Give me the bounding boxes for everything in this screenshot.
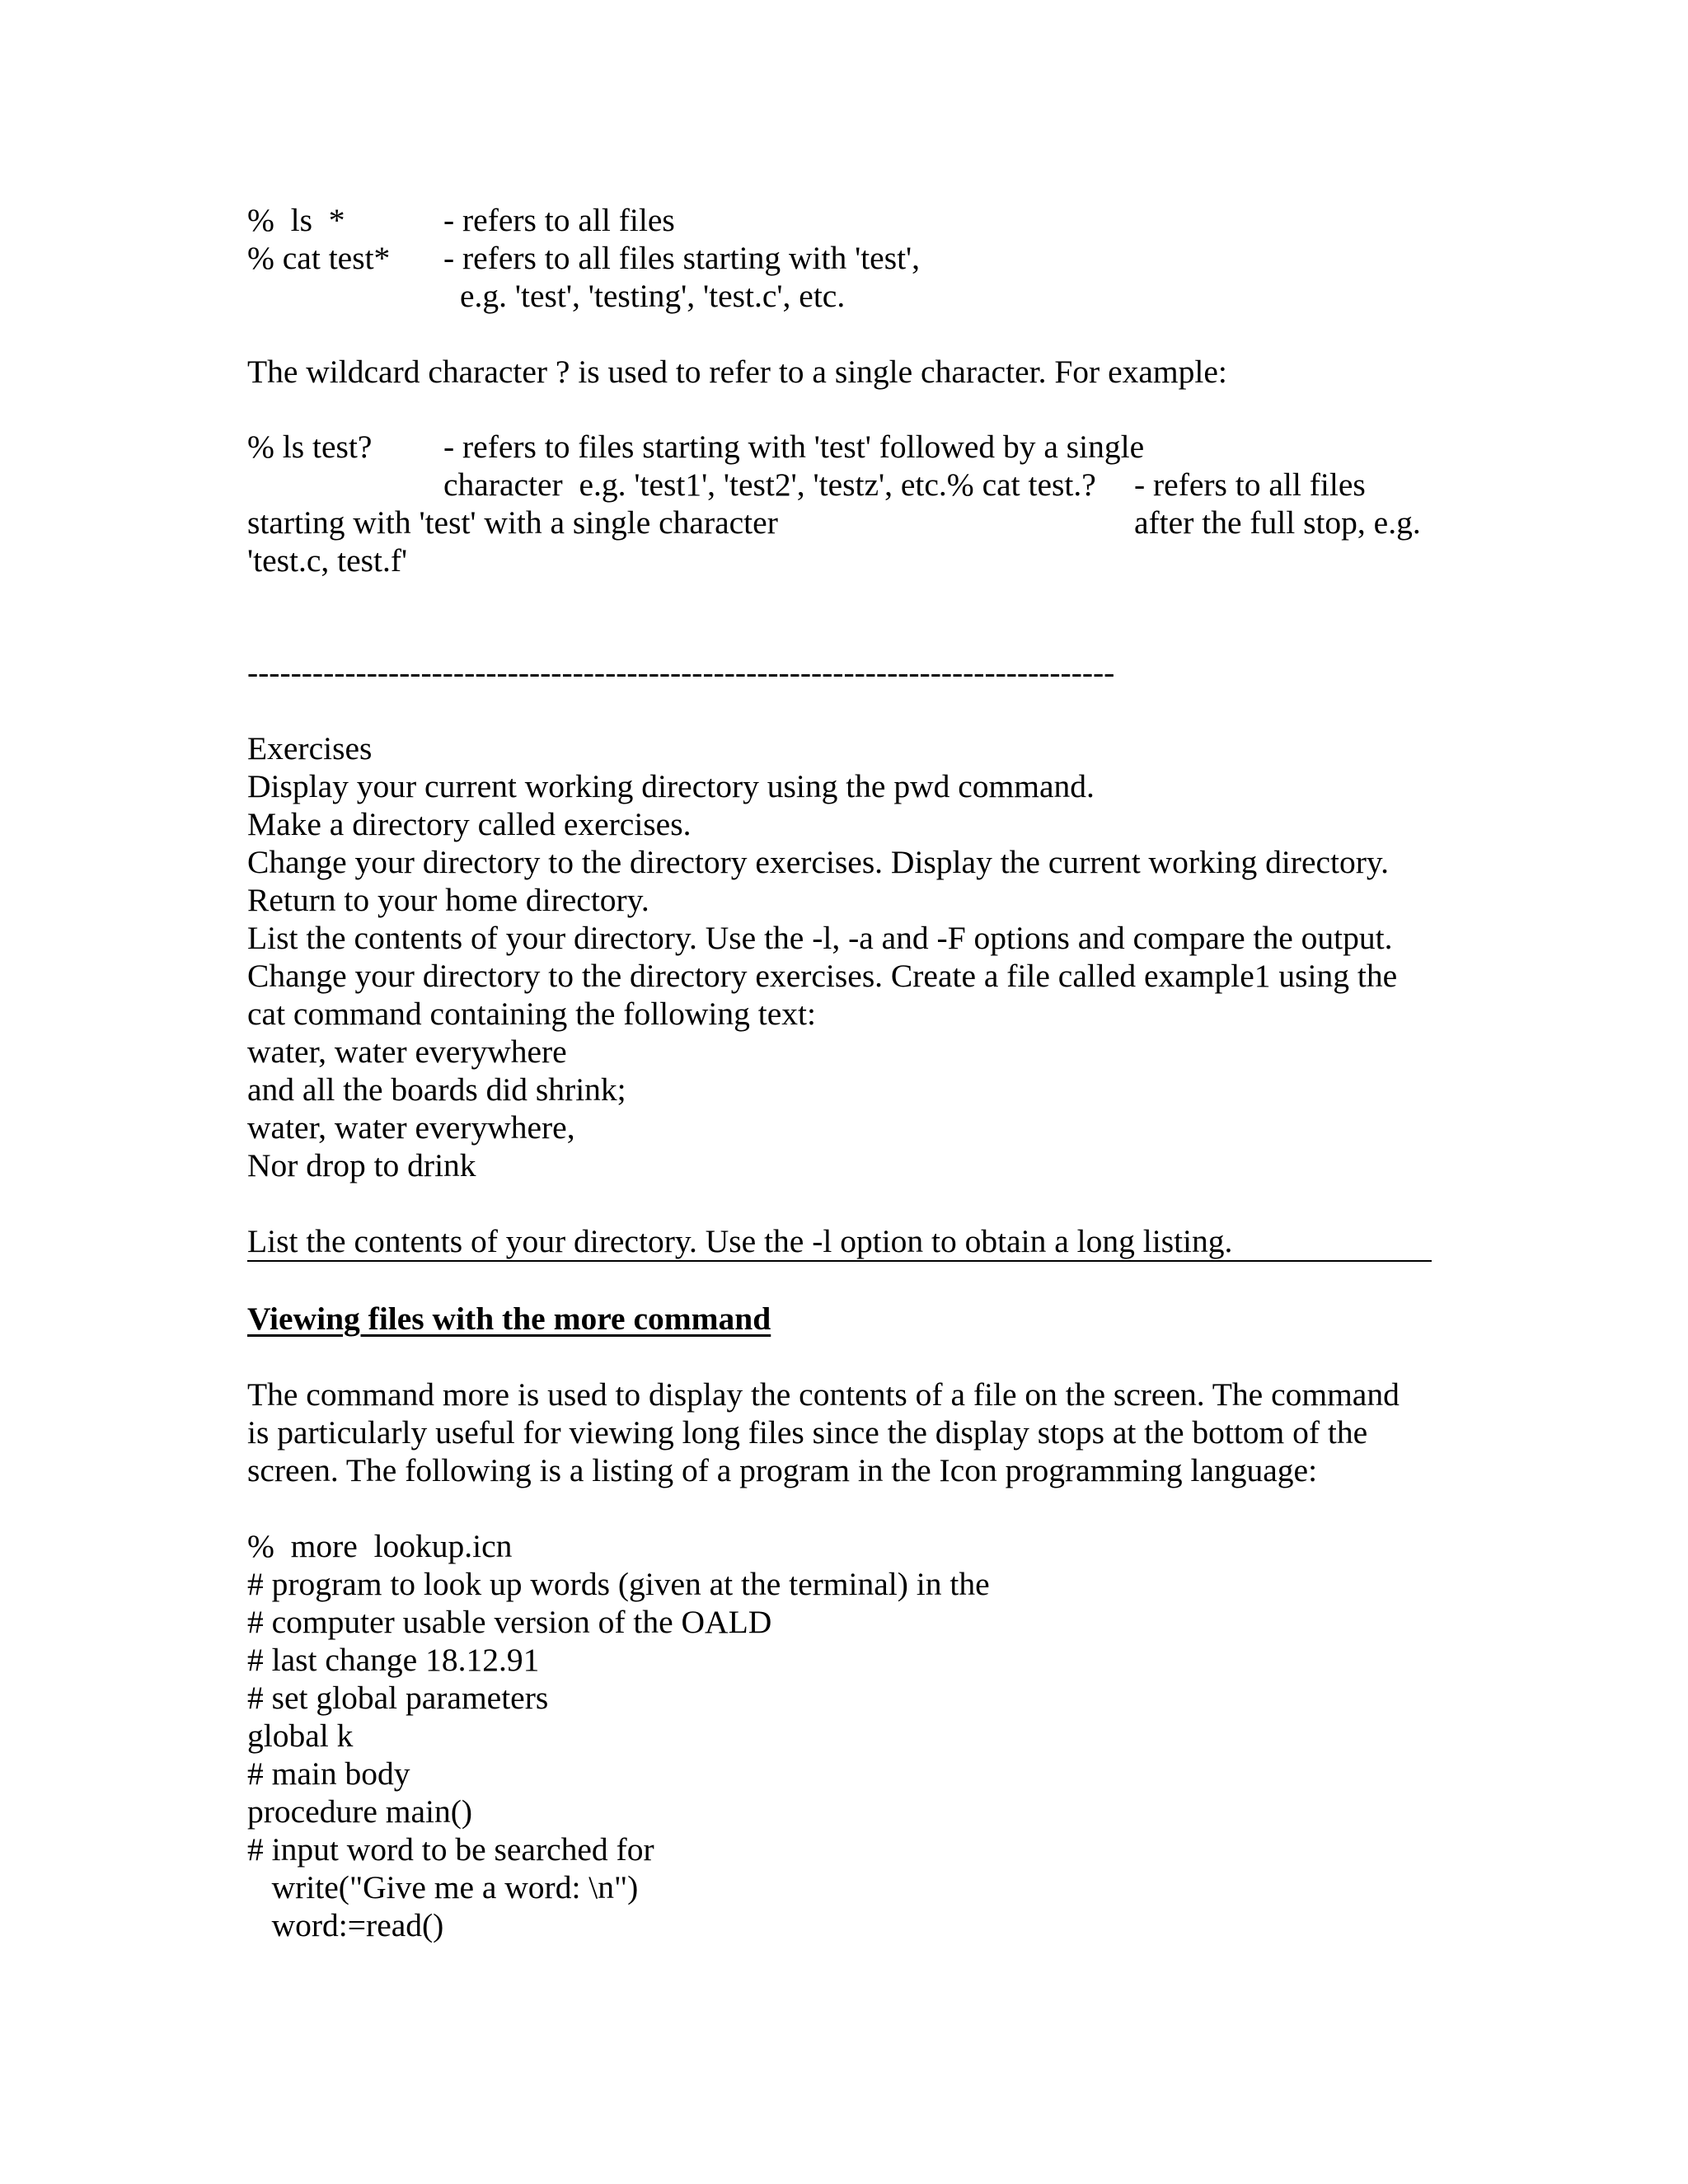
- exercise-line: Display your current working directory using the pwd command.: [247, 768, 1095, 804]
- code-line: # last change 18.12.91: [247, 1642, 540, 1678]
- exercise-line: Nor drop to drink: [247, 1147, 476, 1183]
- desc-ls-test-question-1: - refers to files starting with 'test' followed by a single: [443, 429, 1145, 465]
- code-line: # program to look up words (given at the terminal) in the: [247, 1566, 990, 1602]
- exercise-line: Change your directory to the directory exercises. Display the current working directory.: [247, 844, 1389, 880]
- exercise-final: List the contents of your directory. Use the -l option to obtain a long listing.: [247, 1223, 1233, 1259]
- code-line: procedure main(): [247, 1793, 473, 1830]
- exercise-line: water, water everywhere: [247, 1033, 567, 1070]
- code-line: write("Give me a word: \n"): [247, 1869, 639, 1905]
- exercise-line: Return to your home directory.: [247, 882, 649, 918]
- desc-cat-test-dot-question-wrap-right: after the full stop, e.g.: [1134, 504, 1421, 541]
- exercise-line: Make a directory called exercises.: [247, 806, 692, 842]
- section-paragraph-line: The command more is used to display the contents of a file on the screen. The command: [247, 1376, 1400, 1413]
- exercise-line: and all the boards did shrink;: [247, 1071, 626, 1108]
- exercises-title: Exercises: [247, 730, 373, 766]
- cmd-ls-test-question: % ls test?: [247, 429, 373, 465]
- code-line: global k: [247, 1718, 354, 1754]
- desc-cat-test-dot-question-wrap-left: starting with 'test' with a single character: [247, 504, 778, 541]
- dashed-separator: --------------------------------------------------------------------------------: [247, 654, 1115, 691]
- cmd-cat-test-star: % cat test*: [247, 240, 391, 276]
- desc-ls-test-question-2: character e.g. 'test1', 'test2', 'testz', etc.% cat test.?: [443, 466, 1096, 503]
- code-line: word:=read(): [247, 1907, 444, 1943]
- section-heading: Viewing files with the more command: [247, 1301, 771, 1337]
- code-line: # computer usable version of the OALD: [247, 1604, 772, 1640]
- code-line: % more lookup.icn: [247, 1528, 513, 1564]
- desc-cat-test-star: - refers to all files starting with 'test',: [443, 240, 921, 276]
- desc-cat-test-star-cont: e.g. 'test', 'testing', 'test.c', etc.: [460, 278, 846, 314]
- code-line: # input word to be searched for: [247, 1831, 654, 1868]
- wildcard-question-intro: The wildcard character ? is used to refer to a single character. For example:: [247, 354, 1227, 390]
- desc-cat-test-dot-question-last: 'test.c, test.f': [247, 542, 408, 579]
- exercise-line: Change your directory to the directory exercises. Create a file called example1 using the: [247, 958, 1398, 994]
- exercise-line: water, water everywhere,: [247, 1109, 575, 1146]
- desc-cat-test-dot-question-1: - refers to all files: [1134, 466, 1366, 503]
- section-paragraph-line: is particularly useful for viewing long files since the display stops at the bottom of the: [247, 1414, 1368, 1451]
- cmd-ls-star: % ls *: [247, 202, 345, 238]
- desc-ls-star: - refers to all files: [443, 202, 675, 238]
- code-line: # set global parameters: [247, 1680, 549, 1716]
- exercise-line: cat command containing the following text:: [247, 996, 816, 1032]
- horizontal-rule: [247, 1260, 1432, 1262]
- exercise-line: List the contents of your directory. Use the -l, -a and -F options and compare the output.: [247, 920, 1393, 956]
- section-paragraph-line: screen. The following is a listing of a program in the Icon programming language:: [247, 1452, 1318, 1488]
- code-line: # main body: [247, 1755, 410, 1792]
